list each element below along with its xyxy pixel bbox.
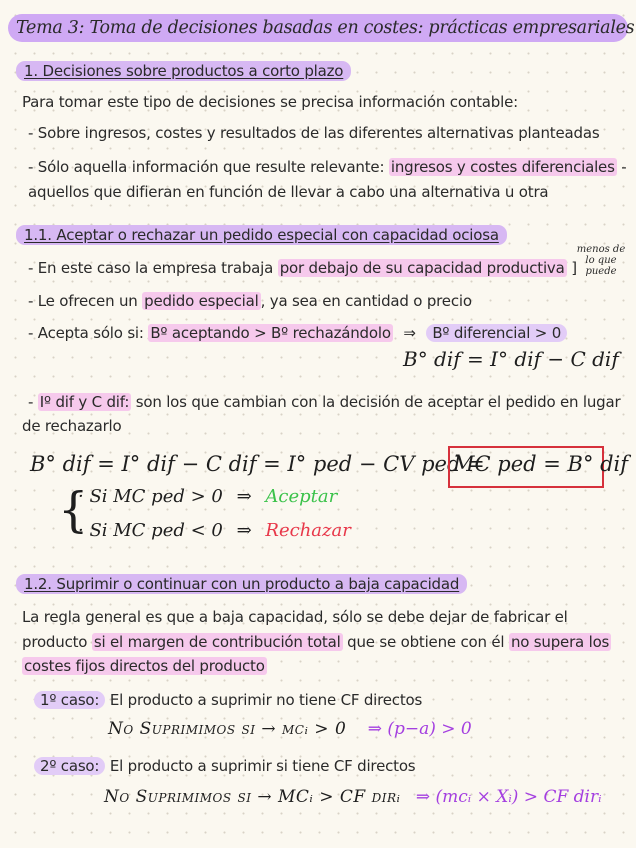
case-2-formula [104,787,602,807]
line-1-prefix: - En este caso la empresa trabaja [28,259,274,277]
line-2-suffix: , ya sea en cantidad o precio [260,292,472,310]
case-2-formula-text: No Suprimimos si → MCᵢ > CF dirᵢ [104,787,401,807]
section-1-heading-text: 1. Decisiones sobre productos a corto plazo [16,61,351,81]
formula-chain: B° dif = I° dif − C dif = I° ped − CV ped = [30,452,485,476]
section-1-bullet-2-cont: aquellos que difieran en función de llevar a cabo una alternativa u otra [28,183,549,201]
case-positive-result: Aceptar [265,486,338,507]
case-negative-result: Rechazar [265,520,351,541]
case-2-label: 2º caso: [34,757,105,775]
section-1-1-line-1 [28,258,577,278]
section-1-2-para-3 [22,656,267,676]
brace: { [58,482,89,538]
bracket: ] [571,259,577,277]
section-1-1-line-2 [28,291,472,311]
case-1-formula [108,719,472,739]
section-1-2-heading-text: 1.2. Suprimir o continuar con un producto a baja capacidad [16,574,467,594]
case-1-formula-text: No Suprimimos si → mcᵢ > 0 [108,719,347,739]
case-1-label: 1º caso: [34,691,105,709]
case-1-text: El producto a suprimir no tiene CF directos [109,691,423,709]
bullet-2-suffix: - [621,158,627,176]
case-positive [78,486,337,507]
line-2-highlight: pedido especial [144,292,259,310]
case-positive-arrow: ⇒ [236,486,252,507]
section-1-1-heading [16,225,507,245]
margin-note: menos de lo que puede [576,244,626,277]
case-positive-text: · Si MC ped > 0 [78,486,223,507]
case-negative-text: · Si MC ped < 0 [78,520,223,541]
line-3-prefix: - Acepta sólo si: [28,324,144,342]
line-4-highlight: Iº dif y C dif: [39,393,130,411]
case-2 [34,756,415,776]
case-2-text: El producto a suprimir si tiene CF directos [109,757,416,775]
section-1-1-line-3 [28,323,567,343]
section-1-intro: Para tomar este tipo de decisiones se precisa información contable: [22,93,518,111]
line-3-highlight: Bº aceptando > Bº rechazándolo [150,324,391,342]
para-2-prefix: producto [22,633,88,651]
para-2-highlight-2: no supera los [510,633,610,651]
section-1-2-heading [16,574,467,594]
formula-box-text: MC ped = B° dif [453,452,629,476]
case-1-result: ⇒ (p−a) > 0 [367,719,472,739]
para-2-highlight-1: si el margen de contribución total [93,633,341,651]
case-negative-arrow: ⇒ [236,520,252,541]
page-title: Tema 3: Toma de decisiones basadas en costes: prácticas empresariales [8,14,628,42]
section-1-2-para-2 [22,632,611,652]
line-1-highlight: por debajo de su capacidad productiva [279,259,565,277]
section-1-1-heading-text: 1.1. Aceptar o rechazar un pedido especial con capacidad ociosa [16,225,507,245]
section-1-2-para-1: La regla general es que a baja capacidad, sólo se debe dejar de fabricar el [22,608,568,626]
implies-arrow: ⇒ [403,324,416,342]
para-3-highlight: costes fijos directos del producto [24,657,265,675]
bullet-2-highlight: ingresos y costes diferenciales [390,158,615,176]
section-1-bullet-1: - Sobre ingresos, costes y resultados de las diferentes alternativas planteadas [28,124,600,142]
bullet-2-prefix: - Sólo aquella información que resulte relevante: [28,158,385,176]
line-4-suffix: son los que cambian con la decisión de aceptar el pedido en lugar [135,393,621,411]
case-2-result: ⇒ (mcᵢ × Xᵢ) > CF dirᵢ [415,787,602,807]
formula-b-dif: B° dif = I° dif − C dif [403,347,619,371]
section-1-1-line-4 [28,392,620,412]
line-4-prefix: - [28,393,34,411]
section-1-bullet-2 [28,157,627,177]
line-2-prefix: - Le ofrecen un [28,292,138,310]
section-1-1-line-4-cont: de rechazarlo [22,417,122,435]
para-2-middle: que se obtiene con él [347,633,505,651]
case-1 [34,690,422,710]
line-3-result: Bº diferencial > 0 [426,324,567,342]
section-1-heading [16,61,351,81]
case-negative [78,520,351,541]
